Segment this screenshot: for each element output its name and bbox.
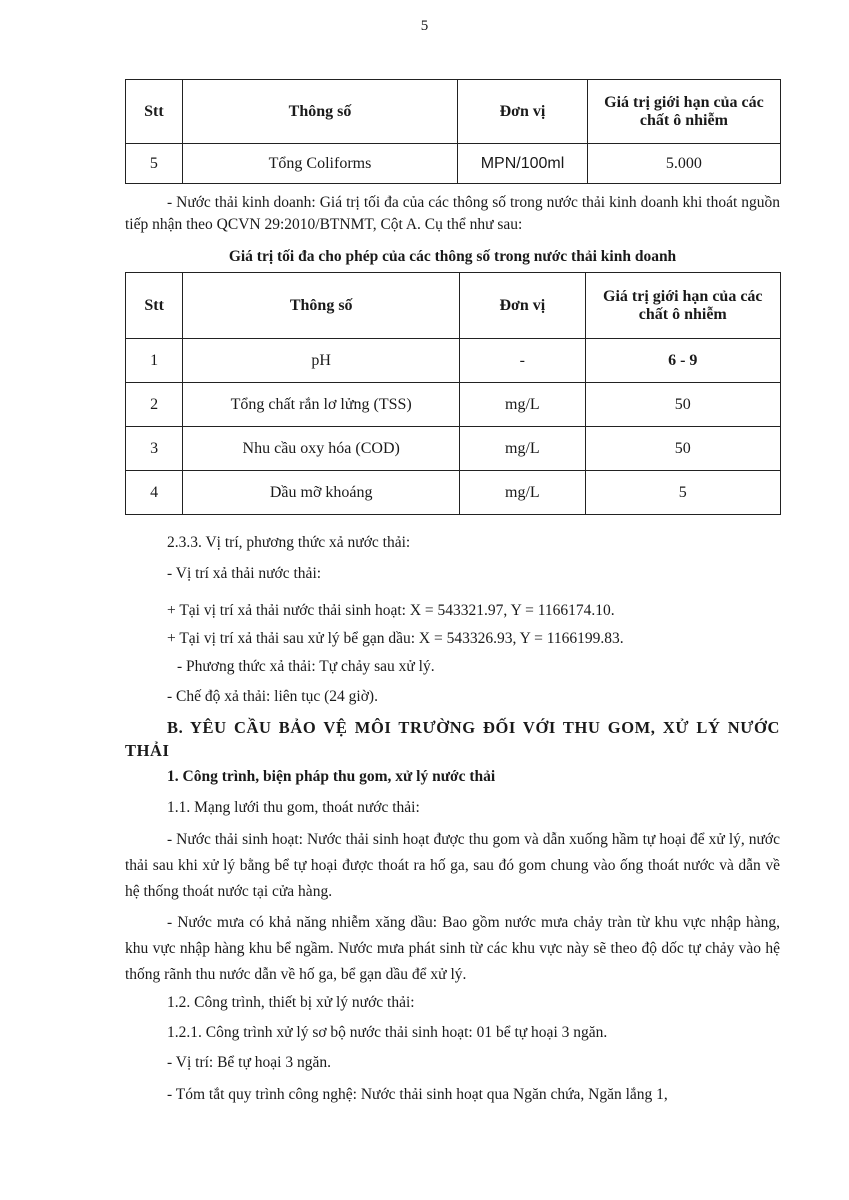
heading-section-b: B. YÊU CẦU BẢO VỆ MÔI TRƯỜNG ĐỐI VỚI THU GOM, XỬ LÝ NƯỚC THẢI	[125, 718, 780, 760]
cell-parameter: pH	[183, 339, 460, 383]
cell-stt: 5	[126, 144, 183, 184]
table-row	[126, 383, 781, 427]
cell-limit: 5.000	[587, 144, 780, 184]
discharge-location-domestic: + Tại vị trí xả thải nước thải sinh hoạt: X = 543321.97, Y = 1166174.10.	[167, 602, 615, 619]
header-unit: Đơn vị	[460, 273, 585, 339]
header-unit: Đơn vị	[458, 80, 588, 144]
discharge-location-oil-separator: + Tại vị trí xả thải sau xử lý bể gạn dầu: X = 543326.93, Y = 1166199.83.	[167, 630, 624, 647]
table2-title: Giá trị tối đa cho phép của các thông số trong nước thải kinh doanh	[228, 248, 677, 265]
header-parameter: Thông số	[182, 80, 457, 144]
table-row	[126, 427, 781, 471]
page-number: 5	[420, 18, 429, 34]
header-stt: Stt	[126, 273, 183, 339]
table-header-row	[126, 273, 781, 339]
table-header-row	[126, 80, 781, 144]
limits-table-kinh-doanh	[125, 272, 781, 515]
cell-limit: 6 - 9	[585, 339, 780, 383]
cell-stt: 2	[126, 383, 183, 427]
heading-1: 1. Công trình, biện pháp thu gom, xử lý nước thải	[167, 768, 496, 785]
limits-table-continued	[125, 79, 781, 184]
process-summary: - Tóm tắt quy trình công nghệ: Nước thải sinh hoạt qua Ngăn chứa, Ngăn lắng 1,	[167, 1086, 668, 1103]
cell-unit: -	[460, 339, 585, 383]
cell-stt: 3	[126, 427, 183, 471]
cell-parameter: Tổng Coliforms	[182, 144, 457, 184]
cell-unit: mg/L	[460, 427, 585, 471]
table-row	[126, 471, 781, 515]
subsection-1-2-1: 1.2.1. Công trình xử lý sơ bộ nước thải sinh hoạt: 01 bể tự hoại 3 ngăn.	[167, 1024, 608, 1041]
table-row	[126, 339, 781, 383]
header-parameter: Thông số	[183, 273, 460, 339]
discharge-location-label: - Vị trí xả thải nước thải:	[167, 565, 322, 582]
cell-stt: 4	[126, 471, 183, 515]
cell-unit: mg/L	[460, 471, 585, 515]
cell-parameter: Dầu mỡ khoáng	[183, 471, 460, 515]
cell-stt: 1	[126, 339, 183, 383]
table-row	[126, 144, 781, 184]
paragraph-kinh-doanh: - Nước thải kinh doanh: Giá trị tối đa của các thông số trong nước thải kinh doanh khi thoát nguồn tiếp nhận theo QCVN 29:2010/BTNMT, Cột A. Cụ thể như sau:	[125, 194, 780, 233]
cell-unit: MPN/100ml	[458, 144, 588, 184]
cell-limit: 50	[585, 427, 780, 471]
paragraph-sinh-hoat: - Nước thải sinh hoạt: Nước thải sinh hoạt được thu gom và dẫn xuống hầm tự hoại để xử lý, nước thải sau khi xử lý bằng bể tự hoại được thoát ra hố ga, sau đó gom chung vào ống thoát nước và dẫn về hệ thống thoát nước tại cửa hàng.	[125, 831, 780, 900]
cell-limit: 5	[585, 471, 780, 515]
section-2-3-3: 2.3.3. Vị trí, phương thức xả nước thải:	[167, 534, 411, 551]
header-stt: Stt	[126, 80, 183, 144]
cell-parameter: Nhu cầu oxy hóa (COD)	[183, 427, 460, 471]
header-limit: Giá trị giới hạn của các chất ô nhiễm	[587, 80, 780, 144]
discharge-method: - Phương thức xả thải: Tự chảy sau xử lý.	[177, 658, 435, 675]
cell-unit: mg/L	[460, 383, 585, 427]
discharge-regime: - Chế độ xả thải: liên tục (24 giờ).	[167, 688, 378, 705]
subsection-1-1: 1.1. Mạng lưới thu gom, thoát nước thải:	[167, 799, 420, 816]
cell-limit: 50	[585, 383, 780, 427]
cell-parameter: Tổng chất rắn lơ lửng (TSS)	[183, 383, 460, 427]
septic-tank-location: - Vị trí: Bể tự hoại 3 ngăn.	[167, 1054, 331, 1071]
header-limit: Giá trị giới hạn của các chất ô nhiễm	[585, 273, 780, 339]
paragraph-nuoc-mua: - Nước mưa có khả năng nhiễm xăng dầu: Bao gồm nước mưa chảy tràn từ khu vực nhập hàng, khu vực nhập hàng khu bể ngầm. Nước mưa phát sinh từ các khu vực này sẽ theo độ dốc tự chảy vào hệ thống rãnh thu nước dẫn về hố ga, bể gạn dầu để xử lý.	[125, 914, 780, 983]
subsection-1-2: 1.2. Công trình, thiết bị xử lý nước thải:	[167, 994, 415, 1011]
